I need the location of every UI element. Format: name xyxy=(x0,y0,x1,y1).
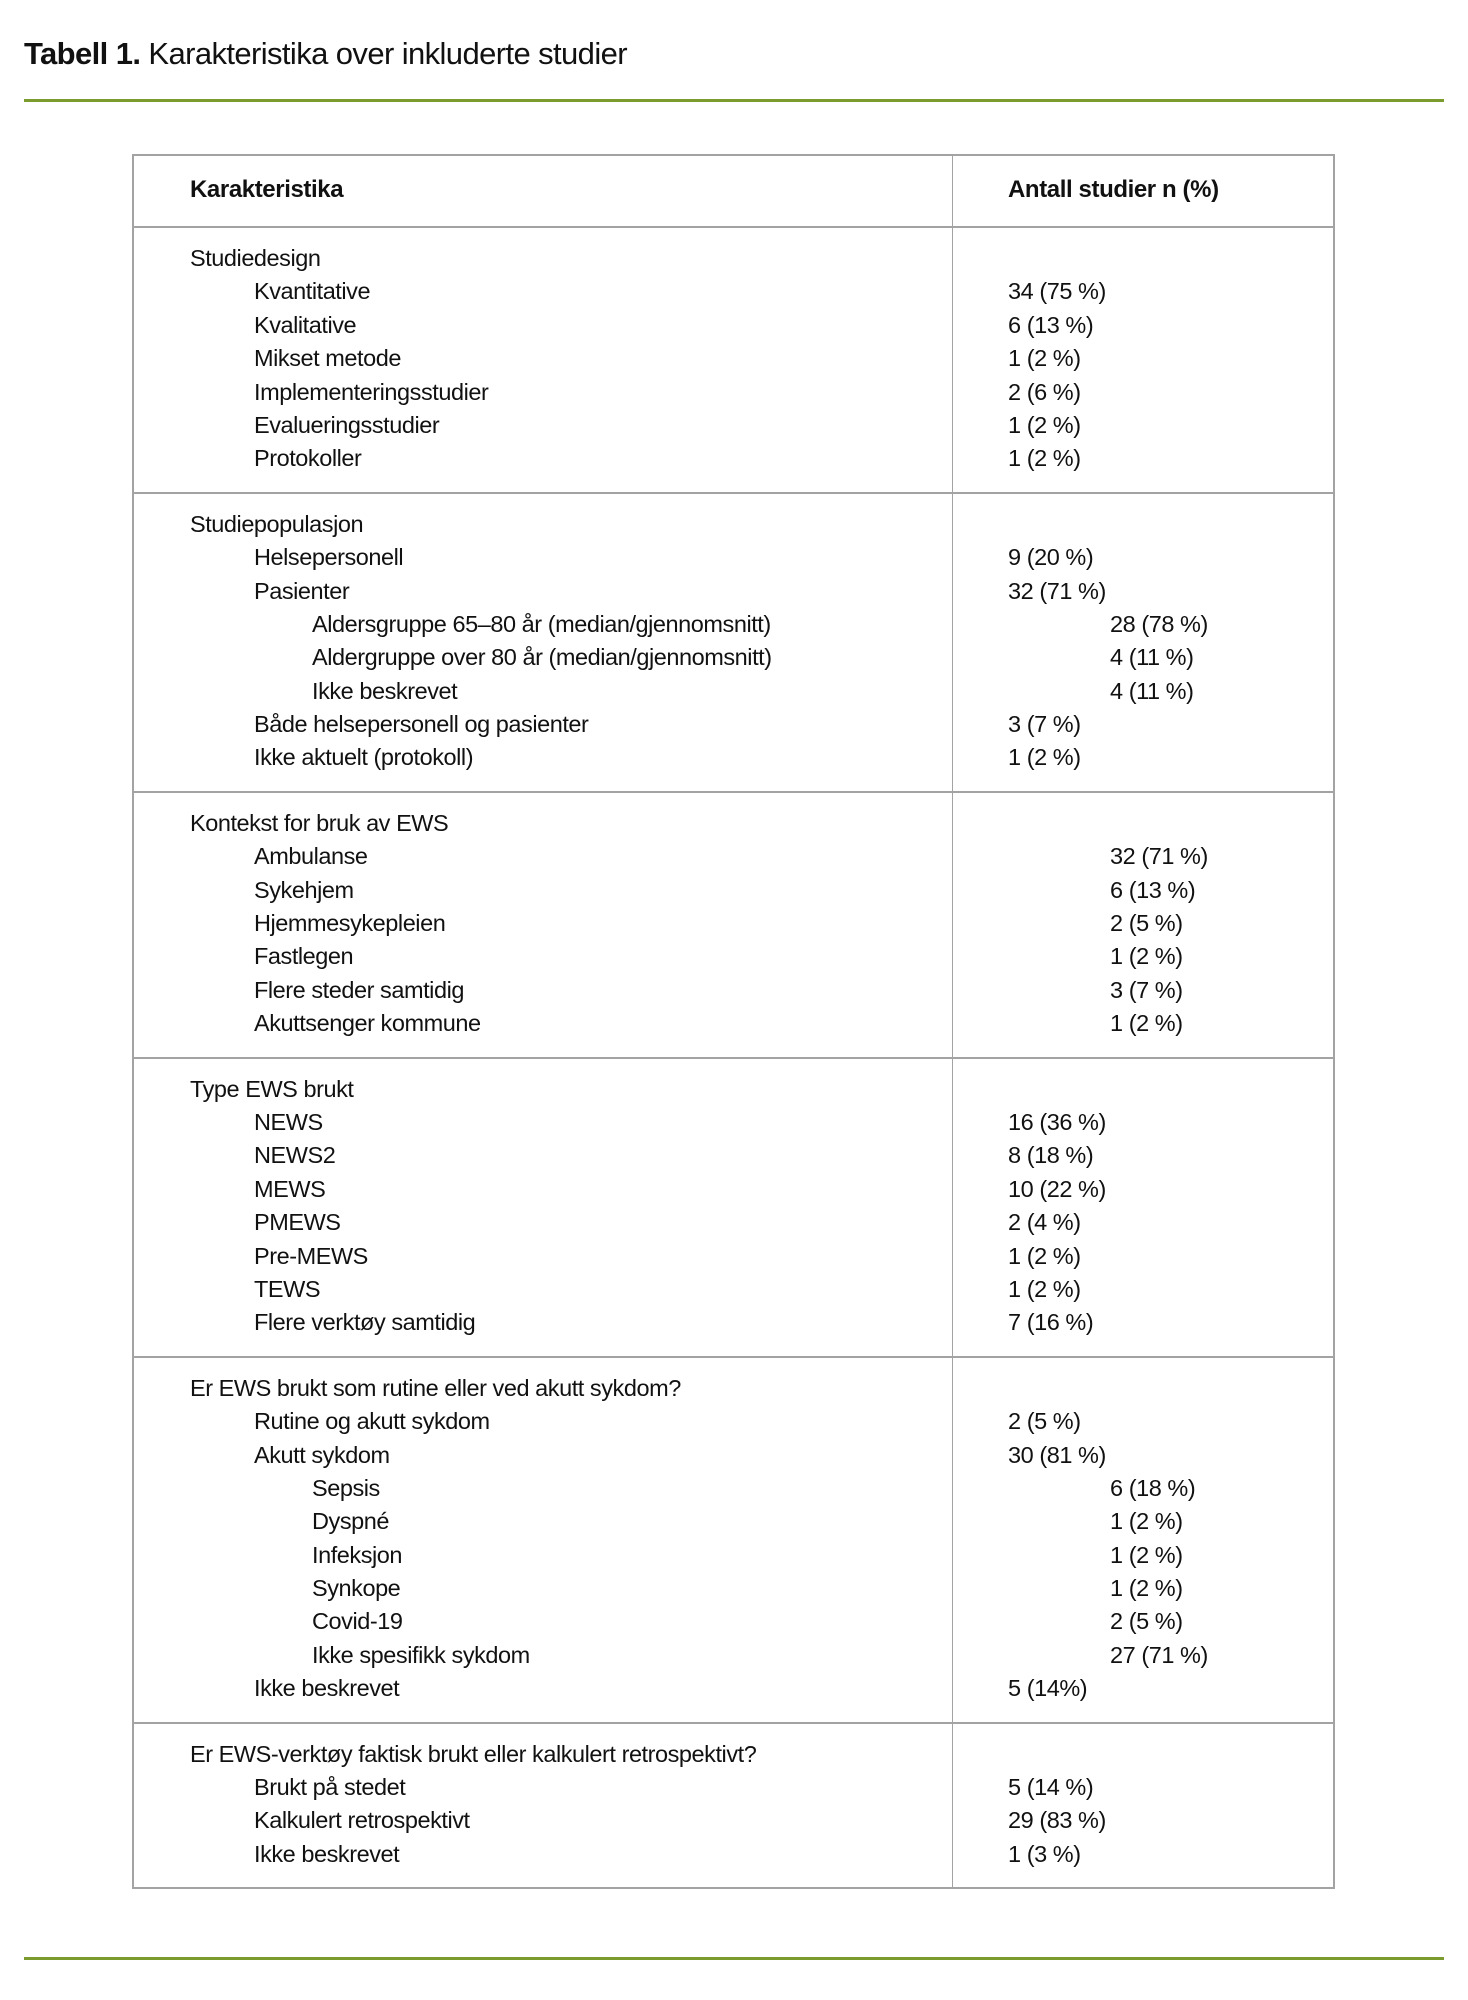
row-label: Kalkulert retrospektivt xyxy=(254,1807,470,1834)
table-row xyxy=(134,1405,1333,1438)
row-label: Rutine og akutt sykdom xyxy=(254,1408,490,1435)
row-label: Mikset metode xyxy=(254,345,401,372)
row-label: Infeksjon xyxy=(312,1541,403,1568)
row-label: NEWS xyxy=(254,1108,323,1135)
row-value: 9 (20 %) xyxy=(1008,544,1094,571)
row-value: 28 (78 %) xyxy=(1110,610,1208,637)
table-row xyxy=(134,1273,1333,1306)
row-value: 4 (11 %) xyxy=(1110,644,1194,671)
section-heading: Type EWS brukt xyxy=(190,1075,354,1102)
row-value: 1 (2 %) xyxy=(1008,744,1081,771)
table-row xyxy=(134,1672,1333,1705)
row-value: 1 (2 %) xyxy=(1008,345,1081,372)
row-label: PMEWS xyxy=(254,1209,341,1236)
section-heading: Studiepopulasjon xyxy=(190,510,364,537)
section-heading: Studiedesign xyxy=(190,245,321,271)
row-label: Både helsepersonell og pasienter xyxy=(254,711,589,738)
section-heading-row xyxy=(134,242,1333,275)
table-row xyxy=(134,1605,1333,1638)
row-label: Pasienter xyxy=(254,577,350,604)
section-heading-row xyxy=(134,1738,1333,1771)
row-label: Sykehjem xyxy=(254,876,354,903)
row-value: 5 (14%) xyxy=(1008,1675,1088,1702)
table-row xyxy=(134,575,1333,608)
row-value: 30 (81 %) xyxy=(1008,1441,1106,1468)
table-row xyxy=(134,1572,1333,1605)
table-row xyxy=(134,541,1333,574)
caption-text: Karakteristika over inkluderte studier xyxy=(148,36,627,71)
table-row xyxy=(134,708,1333,741)
row-label: Kvantitative xyxy=(254,278,371,305)
table-row xyxy=(134,907,1333,940)
table-row xyxy=(134,1639,1333,1672)
table-row xyxy=(134,974,1333,1007)
row-value: 2 (5 %) xyxy=(1008,1408,1081,1435)
row-label: NEWS2 xyxy=(254,1142,336,1169)
row-label: Aldergruppe over 80 år (median/gjennomsnitt) xyxy=(312,644,772,671)
row-value: 29 (83 %) xyxy=(1008,1807,1106,1834)
table-section xyxy=(134,1724,1333,1888)
row-value: 1 (2 %) xyxy=(1008,445,1081,472)
row-value: 1 (2 %) xyxy=(1110,1010,1183,1037)
row-value: 32 (71 %) xyxy=(1110,843,1208,870)
table-header-row xyxy=(134,156,1333,228)
row-value: 10 (22 %) xyxy=(1008,1175,1106,1202)
table-row xyxy=(134,309,1333,342)
row-label: Hjemmesykepleien xyxy=(254,910,446,937)
table-row xyxy=(134,1240,1333,1273)
bottom-divider-rule xyxy=(24,1957,1444,1960)
section-heading: Kontekst for bruk av EWS xyxy=(190,809,449,836)
table-row xyxy=(134,1472,1333,1505)
row-label: Kvalitative xyxy=(254,311,357,338)
row-value: 1 (2 %) xyxy=(1110,943,1183,970)
row-value: 2 (6 %) xyxy=(1008,378,1081,405)
table-row xyxy=(134,641,1333,674)
row-label: Pre-MEWS xyxy=(254,1242,368,1269)
table-row xyxy=(134,1804,1333,1837)
row-label: Flere verktøy samtidig xyxy=(254,1309,476,1336)
table-section xyxy=(134,1059,1333,1358)
table-row xyxy=(134,1505,1333,1538)
row-label: Aldersgruppe 65–80 år (median/gjennomsnitt) xyxy=(312,610,771,637)
row-label: Akuttsenger kommune xyxy=(254,1010,481,1037)
row-label: Ikke beskrevet xyxy=(254,1840,400,1867)
table-row xyxy=(134,1106,1333,1139)
table-row xyxy=(134,1838,1333,1871)
table-row xyxy=(134,275,1333,308)
row-value: 1 (2 %) xyxy=(1110,1575,1183,1602)
table-row xyxy=(134,1007,1333,1040)
row-label: Evalueringsstudier xyxy=(254,411,440,438)
table-row xyxy=(134,1306,1333,1339)
row-label: Ikke beskrevet xyxy=(254,1675,400,1702)
table-section xyxy=(134,228,1333,494)
section-heading-row xyxy=(134,1372,1333,1405)
row-value: 5 (14 %) xyxy=(1008,1774,1094,1801)
row-value: 6 (13 %) xyxy=(1110,876,1196,903)
row-label: TEWS xyxy=(254,1275,321,1302)
table-row xyxy=(134,741,1333,774)
row-value: 6 (13 %) xyxy=(1008,311,1094,338)
row-label: Synkope xyxy=(312,1575,401,1602)
section-heading-row xyxy=(134,508,1333,541)
row-label: Ambulanse xyxy=(254,843,368,870)
row-value: 3 (7 %) xyxy=(1110,976,1183,1003)
row-value: 2 (5 %) xyxy=(1110,910,1183,937)
column-header-characteristics: Karakteristika xyxy=(190,176,344,203)
row-value: 1 (2 %) xyxy=(1008,1275,1081,1302)
table-row xyxy=(134,840,1333,873)
row-value: 6 (18 %) xyxy=(1110,1474,1196,1501)
row-label: Protokoller xyxy=(254,445,362,472)
column-header-count: Antall studier n (%) xyxy=(1008,176,1219,203)
row-value: 1 (2 %) xyxy=(1008,1242,1081,1269)
section-heading: Er EWS-verktøy faktisk brukt eller kalkulert retrospektivt? xyxy=(190,1740,757,1767)
row-value: 2 (4 %) xyxy=(1008,1209,1081,1236)
table-section xyxy=(134,1358,1333,1724)
table-row xyxy=(134,1439,1333,1472)
table-row xyxy=(134,1771,1333,1804)
row-label: Fastlegen xyxy=(254,943,354,970)
row-value: 1 (2 %) xyxy=(1008,411,1081,438)
top-divider-rule xyxy=(24,99,1444,102)
row-label: Implementeringsstudier xyxy=(254,378,489,405)
table-row xyxy=(134,1173,1333,1206)
table-row xyxy=(134,940,1333,973)
row-value: 32 (71 %) xyxy=(1008,577,1106,604)
row-label: MEWS xyxy=(254,1175,326,1202)
row-label: Sepsis xyxy=(312,1474,380,1501)
row-label: Ikke aktuelt (protokoll) xyxy=(254,744,474,771)
section-heading-row xyxy=(134,1073,1333,1106)
row-value: 16 (36 %) xyxy=(1008,1108,1106,1135)
table-caption xyxy=(24,36,627,72)
table-row xyxy=(134,1539,1333,1572)
table-row xyxy=(134,1206,1333,1239)
table-row xyxy=(134,376,1333,409)
table-row xyxy=(134,409,1333,442)
row-value: 1 (3 %) xyxy=(1008,1840,1081,1867)
row-label: Akutt sykdom xyxy=(254,1441,390,1468)
table-row xyxy=(134,342,1333,375)
table-row xyxy=(134,442,1333,475)
characteristics-table xyxy=(132,154,1335,1889)
row-value: 7 (16 %) xyxy=(1008,1309,1094,1336)
row-value: 2 (5 %) xyxy=(1110,1608,1183,1635)
row-value: 27 (71 %) xyxy=(1110,1641,1208,1668)
section-heading-row xyxy=(134,807,1333,840)
row-value: 3 (7 %) xyxy=(1008,711,1081,738)
table-row xyxy=(134,675,1333,708)
table-row xyxy=(134,1139,1333,1172)
table-section xyxy=(134,793,1333,1059)
table-section xyxy=(134,494,1333,793)
caption-label: Tabell 1. xyxy=(24,36,141,71)
row-label: Ikke spesifikk sykdom xyxy=(312,1641,530,1668)
row-value: 34 (75 %) xyxy=(1008,278,1106,305)
row-value: 8 (18 %) xyxy=(1008,1142,1094,1169)
row-value: 1 (2 %) xyxy=(1110,1541,1183,1568)
section-heading: Er EWS brukt som rutine eller ved akutt sykdom? xyxy=(190,1374,681,1401)
row-value: 4 (11 %) xyxy=(1110,677,1194,704)
row-label: Flere steder samtidig xyxy=(254,976,464,1003)
row-label: Helsepersonell xyxy=(254,544,404,571)
table-row xyxy=(134,608,1333,641)
row-value: 1 (2 %) xyxy=(1110,1508,1183,1535)
row-label: Covid-19 xyxy=(312,1608,403,1635)
row-label: Brukt på stedet xyxy=(254,1774,406,1801)
table-row xyxy=(134,874,1333,907)
row-label: Ikke beskrevet xyxy=(312,677,458,704)
row-label: Dyspné xyxy=(312,1508,389,1535)
